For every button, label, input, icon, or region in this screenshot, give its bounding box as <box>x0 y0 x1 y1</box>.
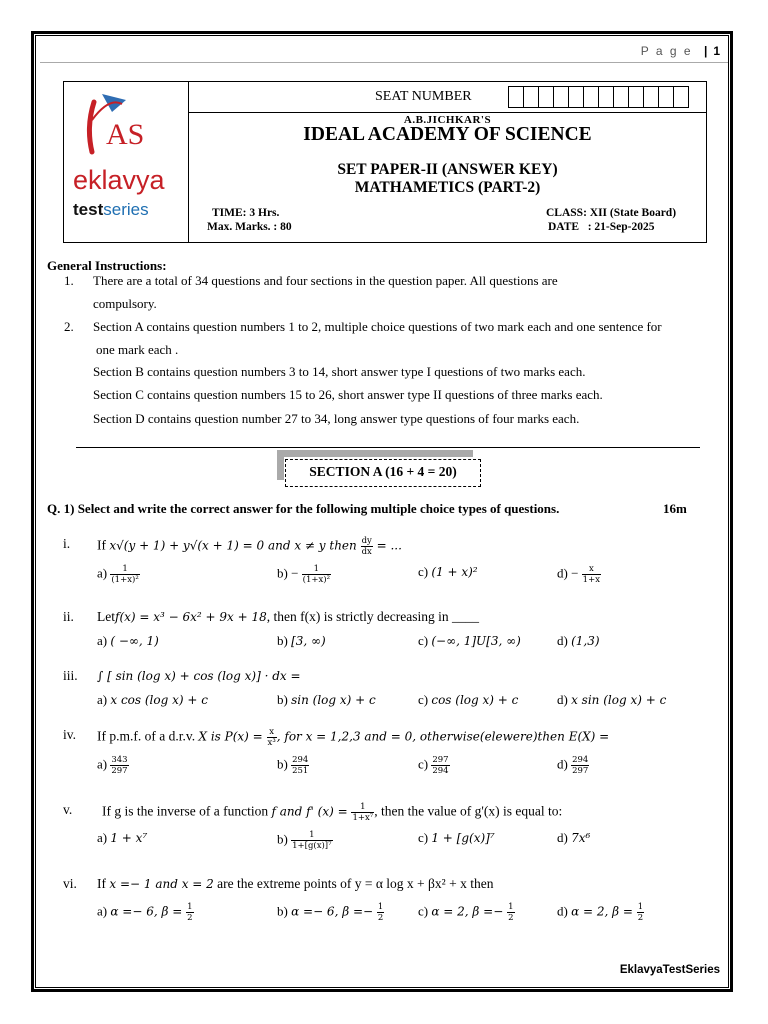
seat-number-box[interactable] <box>598 86 614 108</box>
date-label: DATE : 21-Sep-2025 <box>548 221 655 233</box>
math-expression: α = 2, β =− <box>431 904 508 919</box>
eklavya-logo <box>64 82 189 242</box>
divider <box>76 447 700 448</box>
option-d[interactable]: d) $\frac{294}{297}$ <box>557 755 589 776</box>
math-expression: 1 + [g(x)]⁷ <box>431 831 495 845</box>
question-number: v. <box>63 802 73 817</box>
section-shadow <box>277 450 473 457</box>
option-a[interactable]: a) x cos (log x) + c <box>97 692 208 707</box>
fraction: $\frac{1}{2}$ <box>187 902 193 923</box>
header-rule <box>40 62 728 63</box>
option-b[interactable]: b) $\frac{1}{\text{1+[g(x)]⁷}}$ <box>277 830 332 851</box>
fraction: $\frac{294}{251}$ <box>292 755 309 776</box>
fraction: $\frac{1}{\text{1+x⁷}}$ <box>352 802 374 823</box>
option-a[interactable]: a) $\frac{343}{297}$ <box>97 755 128 776</box>
seat-number-box[interactable] <box>523 86 539 108</box>
seat-number-box[interactable] <box>508 86 524 108</box>
option-a[interactable]: a) 1 + x⁷ <box>97 830 148 845</box>
seat-number-box[interactable] <box>673 86 689 108</box>
question-stem: If g is the inverse of a function f and f' (x) = $\frac{1}{\text{1+x⁷}}$ , then the value of g'(x) is equal to: <box>102 802 563 823</box>
seat-number-box[interactable] <box>613 86 629 108</box>
math-expression: (−∞, 1]U[3, ∞) <box>431 634 521 648</box>
math-expression: α = 2, β = <box>571 904 637 919</box>
seat-number-box[interactable] <box>553 86 569 108</box>
seat-number-row <box>189 82 706 113</box>
option-b[interactable]: b) − $\frac{1}{\text{(1+x)²}}$ <box>277 564 331 585</box>
option-c[interactable]: c) α = 2, β =− $\frac{1}{2}$ <box>418 902 514 923</box>
math-expression: x cos (log x) + c <box>110 693 208 707</box>
fraction: $\frac{x}{1+x}$ <box>582 564 600 585</box>
fraction: $\frac{1}{2}$ <box>377 902 384 923</box>
math-expression: X is P(x) = <box>198 729 267 744</box>
option-a[interactable]: a) $\frac{1}{\text{(1+x)²}}$ <box>97 564 139 585</box>
set-paper-title: SET PAPER-II (ANSWER KEY) <box>337 161 558 178</box>
math-expression: x sin (log x) + c <box>571 693 667 707</box>
option-a[interactable]: a) α =− 6, β = $\frac{1}{2}$ <box>97 902 193 923</box>
option-b[interactable]: b) α =− 6, β =− $\frac{1}{2}$ <box>277 902 384 923</box>
fraction: $\frac{297}{294}$ <box>432 755 449 776</box>
instruction-text: Section A contains question numbers 1 to 2, multiple choice questions of two mark each and one sentence for <box>93 319 662 334</box>
question-stem: Letf(x) = x³ − 6x² + 9x + 18, then f(x) is strictly decreasing in ____ <box>97 609 479 624</box>
option-a[interactable]: a) ( −∞, 1) <box>97 633 159 648</box>
seat-number-box[interactable] <box>658 86 674 108</box>
logo-monogram: AS <box>106 118 145 151</box>
seat-number-box[interactable] <box>583 86 599 108</box>
fraction: $\frac{1}{2}$ <box>508 902 514 923</box>
section-a-title: SECTION A (16 + 4 = 20) <box>285 459 481 487</box>
fraction: $\frac{1}{\text{(1+x)²}}$ <box>302 564 331 585</box>
question-stem <box>97 668 301 684</box>
option-c[interactable]: c) (1 + x)² <box>418 564 478 579</box>
math-expression: , for x = 1,2,3 and = 0, otherwise(elewere)then E(X) = <box>276 729 610 744</box>
question-stem: If p.m.f. of a d.r.v. X is P(x) = $\frac{x}{\text{x³}}$ , for x = 1,2,3 and = 0, otherwise(elewere)then E(X) = <box>97 727 610 748</box>
option-c[interactable]: c) (−∞, 1]U[3, ∞) <box>418 633 521 648</box>
option-b[interactable]: b) [3, ∞) <box>277 633 326 648</box>
question-number: iv. <box>63 727 76 742</box>
footer-brand: EklavyaTestSeries <box>619 964 720 976</box>
question-number: ii. <box>63 609 74 624</box>
math-expression: x√(y + 1) + y√(x + 1) = 0 and x ≠ y then <box>109 538 361 553</box>
paper-header <box>63 81 707 243</box>
instruction-text: Section D contains question number 27 to 34, long answer type questions of four marks each. <box>93 411 580 426</box>
logo-series: testseries <box>73 200 149 219</box>
option-c[interactable]: c) $\frac{297}{294}$ <box>418 755 449 776</box>
question-number: iii. <box>63 668 78 683</box>
question-1-heading: Q. 1) Select and write the correct answer for the following multiple choice types of questions. <box>47 501 560 516</box>
seat-number-box[interactable] <box>568 86 584 108</box>
owner-name: A.B.JICHKAR'S <box>403 114 492 126</box>
math-expression: = ... <box>372 538 402 553</box>
math-expression: cos (log x) + c <box>431 693 519 707</box>
fraction: $\frac{1}{\text{(1+x)²}}$ <box>111 564 139 585</box>
seat-number-box[interactable] <box>538 86 554 108</box>
math-expression: (1,3) <box>571 634 600 648</box>
time-label: TIME: 3 Hrs. <box>212 207 280 219</box>
option-d[interactable]: d) x sin (log x) + c <box>557 692 667 707</box>
instruction-text: Section B contains question numbers 3 to 14, short answer type I questions of two marks each. <box>93 364 586 379</box>
option-d[interactable]: d) (1,3) <box>557 633 600 648</box>
fraction: $\frac{343}{297}$ <box>111 755 128 776</box>
instruction-text: Section C contains question numbers 15 to 26, short answer type II questions of three marks each. <box>93 387 603 402</box>
math-expression: x =− 1 and x = 2 <box>109 877 214 891</box>
math-expression: 7x⁶ <box>571 831 591 845</box>
seat-number-label: SEAT NUMBER <box>375 89 472 104</box>
seat-number-box[interactable] <box>628 86 644 108</box>
option-c[interactable]: c) 1 + [g(x)]⁷ <box>418 830 495 845</box>
question-number: vi. <box>63 876 77 891</box>
option-d[interactable]: d) − $\frac{x}{1+x}$ <box>557 564 600 585</box>
seat-number-boxes[interactable] <box>509 86 689 108</box>
logo-brand: eklavya <box>73 165 165 195</box>
instruction-text: compulsory. <box>93 296 157 311</box>
subject-title: MATHAMETICS (PART-2) <box>354 179 541 196</box>
question-stem: If x =− 1 and x = 2 are the extreme points of y = α log x + βx² + x then <box>97 876 494 891</box>
fraction: $\frac{1}{\text{1+[g(x)]⁷}}$ <box>292 830 332 851</box>
fraction: $\frac{1}{2}$ <box>637 902 644 923</box>
option-d[interactable]: d) α = 2, β = $\frac{1}{2}$ <box>557 902 644 923</box>
math-expression: α =− 6, β =− <box>291 904 377 919</box>
option-b[interactable]: b) $\frac{294}{251}$ <box>277 755 309 776</box>
logo-graphic <box>64 82 187 240</box>
math-expression: ( −∞, 1) <box>110 634 159 648</box>
math-expression: f(x) = x³ − 6x² + 9x + 18 <box>115 610 267 624</box>
fraction: $\frac{294}{297}$ <box>572 755 589 776</box>
option-b[interactable]: b) sin (log x) + c <box>277 692 376 707</box>
fraction: $\frac{x}{\text{x³}}$ <box>267 727 276 748</box>
max-marks-label: Max. Marks. : 80 <box>207 221 292 233</box>
section-shadow <box>277 450 284 480</box>
fraction: $\frac{dy}{dx}$ <box>361 536 372 557</box>
math-expression: sin (log x) + c <box>291 693 376 707</box>
seat-number-box[interactable] <box>643 86 659 108</box>
question-1-marks: 16m <box>663 501 687 516</box>
option-c[interactable]: c) cos (log x) + c <box>418 692 519 707</box>
header-titles <box>189 113 706 197</box>
math-expression: ∫ [ sin (log x) + cos (log x)] · dx = <box>97 669 301 683</box>
math-expression: 1 + x⁷ <box>110 831 148 845</box>
question-stem: If x√(y + 1) + y√(x + 1) = 0 and x ≠ y then $\frac{dy}{dx}$ = ... <box>97 536 402 557</box>
math-expression: (1 + x)² <box>431 565 478 579</box>
math-expression: α =− 6, β = <box>110 904 187 919</box>
math-expression: f and f' (x) = <box>271 804 352 819</box>
academy-name: IDEAL ACADEMY OF SCIENCE <box>303 124 592 145</box>
instruction-num: 1. <box>64 273 74 288</box>
instruction-text: There are a total of 34 questions and four sections in the question paper. All questions are <box>93 273 558 288</box>
class-label: CLASS: XII (State Board) <box>546 207 677 219</box>
option-d[interactable]: d) 7x⁶ <box>557 830 591 845</box>
math-expression: [3, ∞) <box>291 634 326 648</box>
question-number: i. <box>63 536 71 551</box>
instructions-title: General Instructions: <box>47 258 167 273</box>
page-number: P a g e | 1 <box>640 44 720 58</box>
instruction-text: one mark each . <box>96 342 179 357</box>
instruction-num: 2. <box>64 319 74 334</box>
